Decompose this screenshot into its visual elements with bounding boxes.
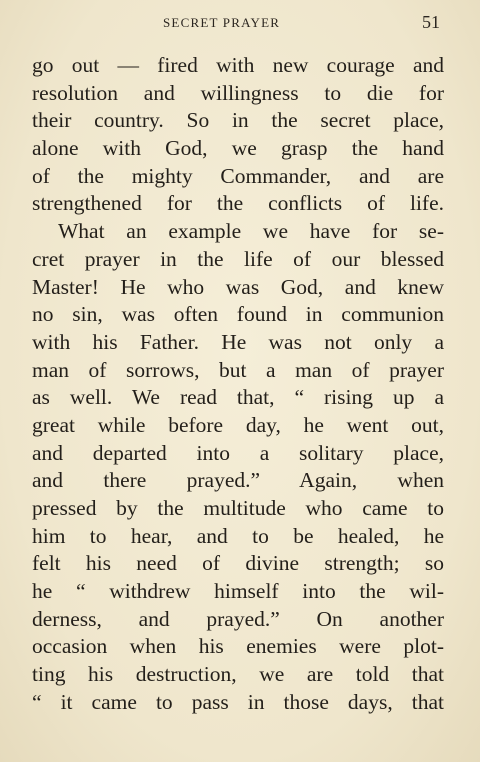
text-line: cret prayer in the life of our blessed — [32, 246, 444, 271]
text-line: their country. So in the secret place, — [32, 108, 444, 133]
text-line: and departed into a solitary place, — [32, 440, 444, 465]
text-line: derness, and prayed.” On another — [32, 606, 444, 631]
text-line: great while before day, he went out, — [32, 412, 444, 437]
text-line: of the mighty Commander, and are — [32, 163, 444, 188]
text-line: resolution and willingness to die for — [32, 80, 444, 105]
text-line: go out — fired with new courage and — [32, 53, 444, 77]
text-line: with his Father. He was not only a — [32, 329, 444, 354]
paragraph-first-line: What an example we have for se- — [58, 219, 444, 244]
text-line: he “ withdrew himself into the wil- — [32, 579, 444, 604]
text-line: alone with God, we grasp the hand — [32, 136, 444, 161]
running-head: SECRET PRAYER — [163, 15, 281, 30]
text-line: no sin, was often found in communion — [32, 302, 444, 327]
text-line: and there prayed.” Again, when — [32, 468, 444, 493]
text-line: felt his need of divine strength; so — [32, 551, 444, 576]
text-line: occasion when his enemies were plot- — [32, 634, 444, 659]
page-header — [0, 12, 480, 34]
text-line: ting his destruction, we are told that — [32, 662, 444, 687]
text-line: strengthened for the conflicts of life. — [32, 191, 444, 216]
text-line: pressed by the multitude who came to — [32, 496, 444, 520]
text-line: him to hear, and to be healed, he — [32, 523, 444, 548]
text-line: man of sorrows, but a man of prayer — [32, 357, 444, 382]
page-number: 51 — [422, 12, 440, 32]
text-line: Master! He who was God, and knew — [32, 274, 444, 299]
text-line: “ it came to pass in those days, that — [32, 689, 444, 714]
text-line: as well. We read that, “ rising up a — [32, 385, 444, 410]
body-text — [32, 52, 444, 717]
